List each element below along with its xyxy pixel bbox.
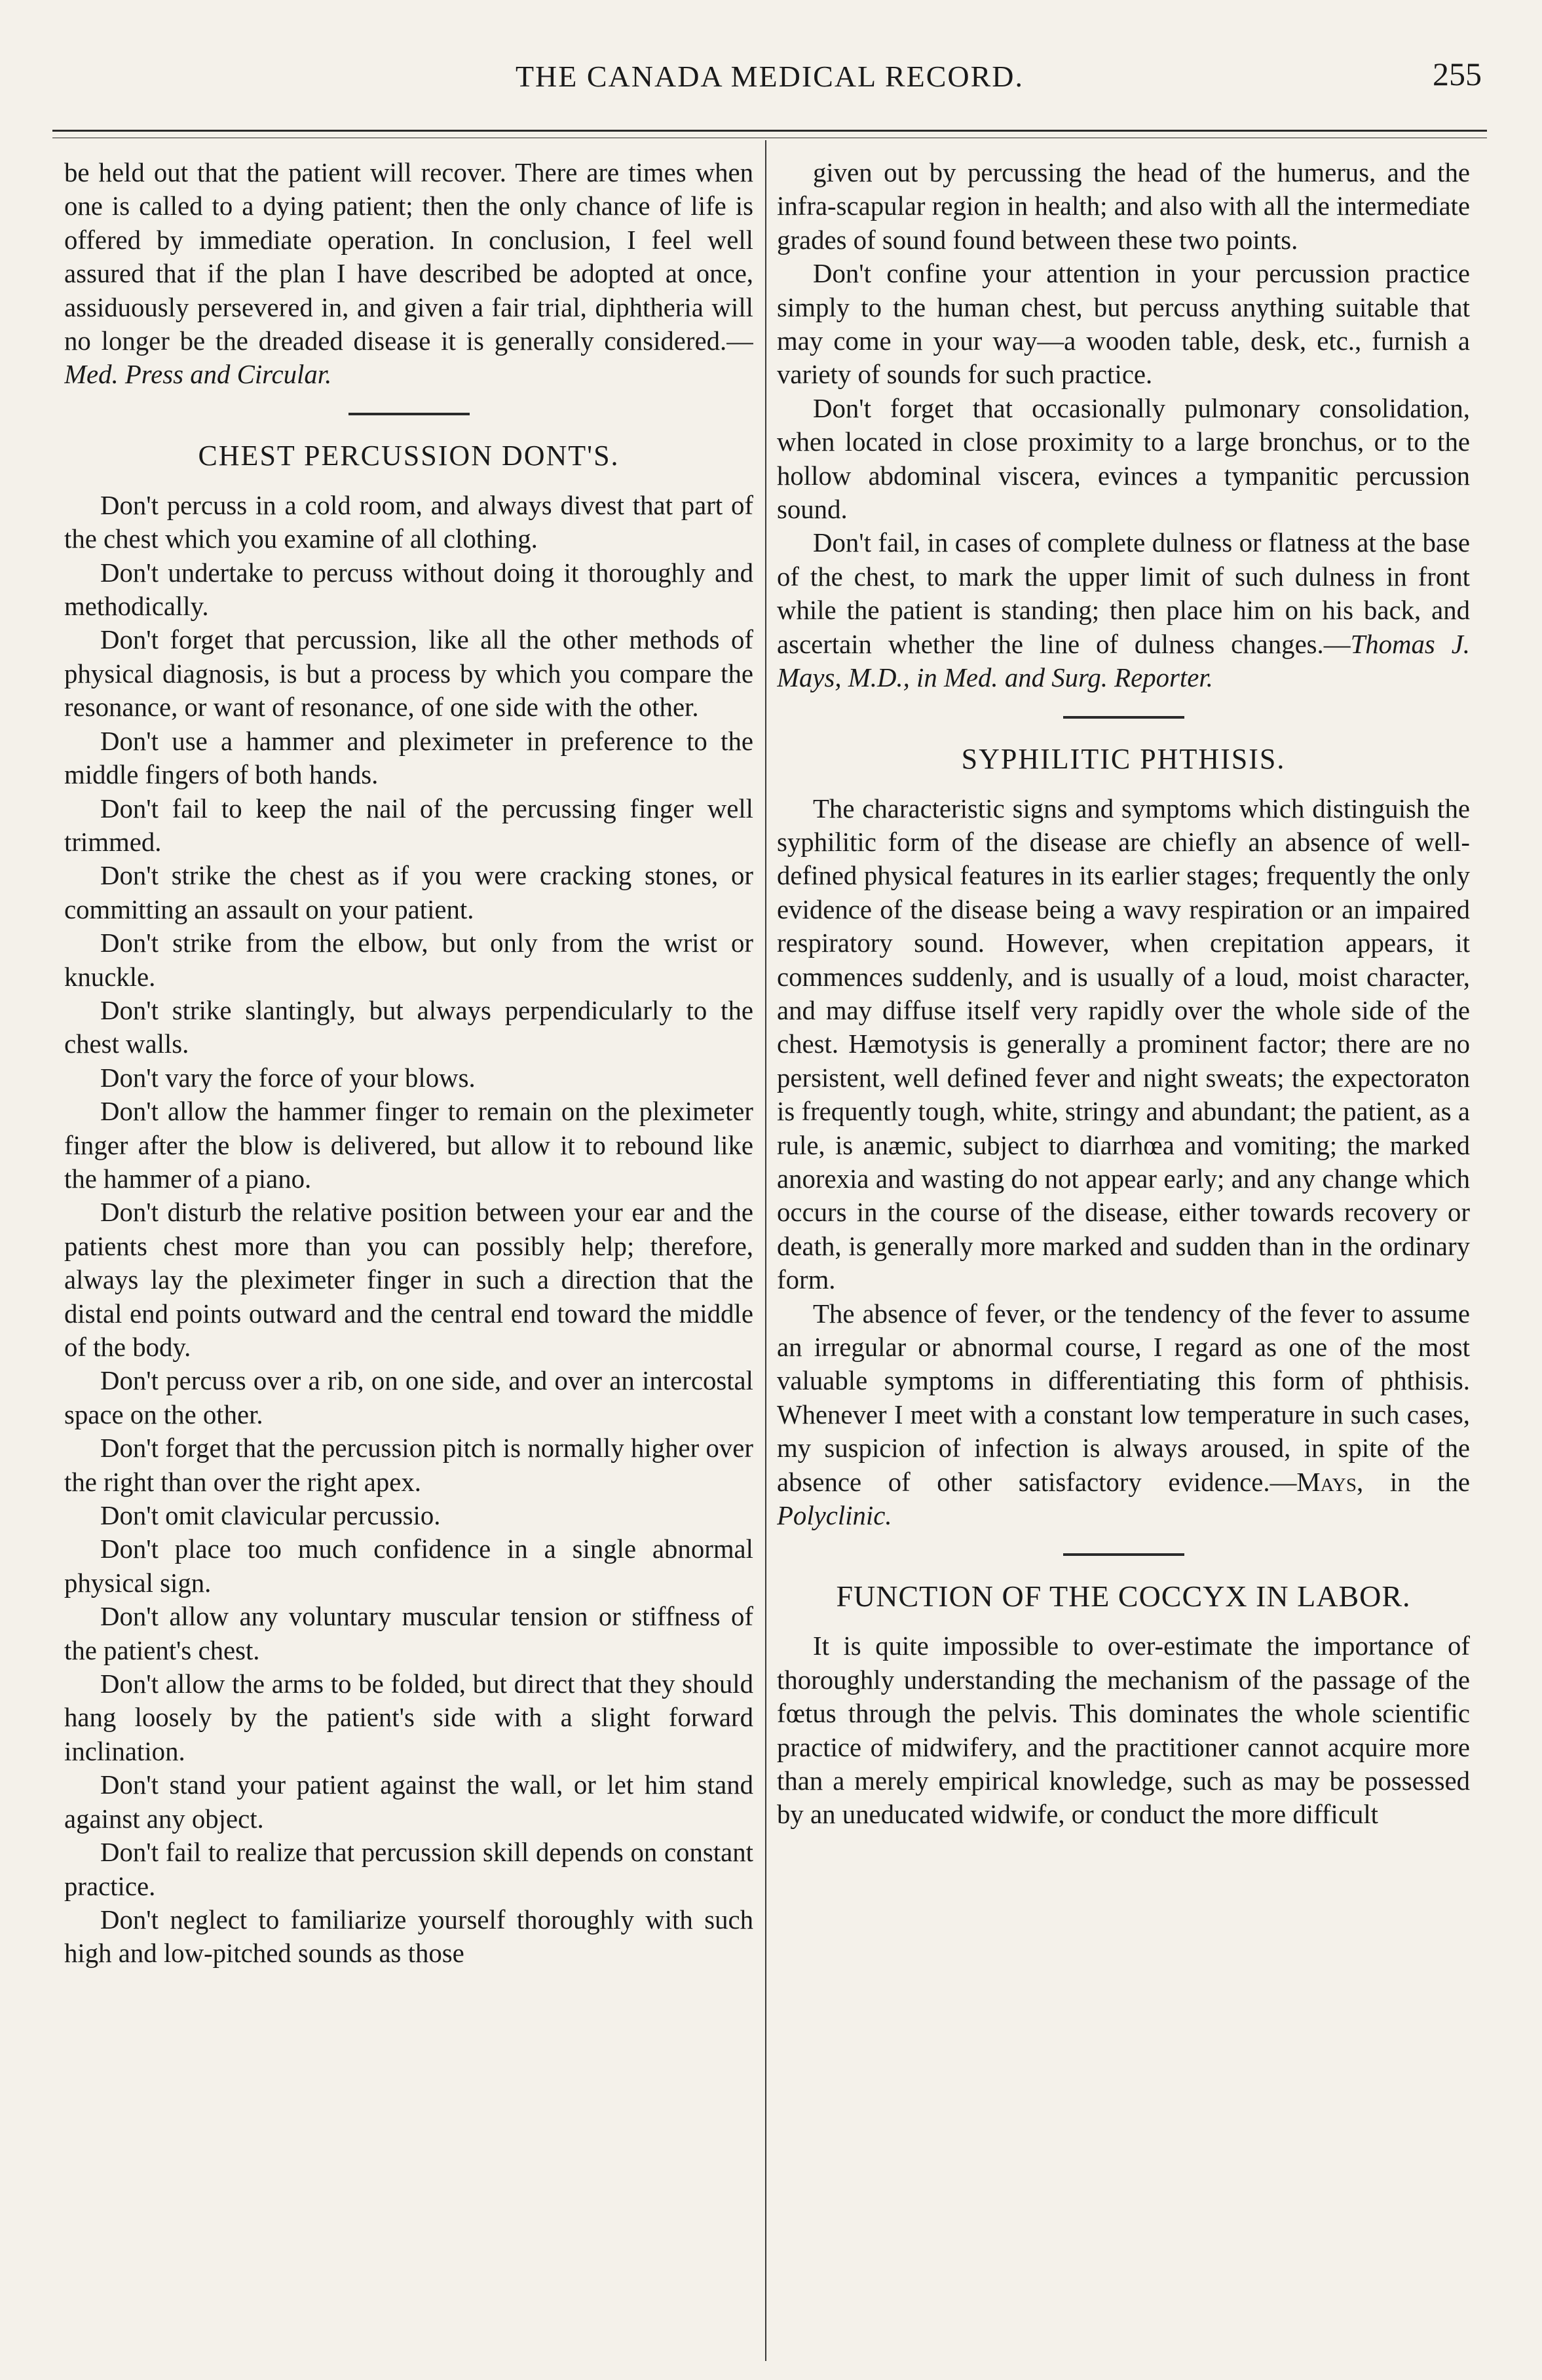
chest-percussion-body [64, 489, 753, 1971]
paragraph: Don't strike the chest as if you were cracking stones, or committing an assault on your patient. [64, 861, 753, 924]
paragraph: Don't fail, in cases of complete dulness or flatness at the base of the chest, to mark the upper limit of such dulness in front while the patient is standing; then place him on his back, and ascertain whether the line of dulness changes.—Thomas J. Mays, M.D., in Med. and Surg. Reporter. [777, 528, 1470, 693]
paragraph: It is quite impossible to over-estimate the importance of thoroughly understanding the mechanism of the passage of the fœtus through the pelvis. This dominates the whole scientific practice of midwifery, and the practitioner cannot acquire more than a merely empirical knowledge, such as may be possessed by an uneducated widwife, or conduct the more difficult [777, 1631, 1470, 1830]
paragraph: Don't forget that occasionally pulmonary consolidation, when located in close proximity to a large bronchus, or to the hollow abdominal viscera, evinces a tympanitic percussion sound. [777, 393, 1470, 525]
section-divider [1063, 716, 1184, 719]
right-column [777, 156, 1470, 2370]
paragraph: given out by percussing the head of the humerus, and the infra-scapular region in health; and also with all the intermediate grades of sound found between these two points. [777, 158, 1470, 255]
paragraph: Don't disturb the relative position between your ear and the patients chest more than you can possibly help; therefore, always lay the pleximeter finger in such a direction that the distal end points outward and the central end toward the middle of the body. [64, 1198, 753, 1362]
paragraph: Don't vary the force of your blows. [100, 1063, 476, 1093]
continued-paragraph: be held out that the patient will recover. There are times when one is called to a dying patient; then the only chance of life is offered by immediate operation. In conclusion, I feel well assured that if the plan I have described be adopted at once, assiduously persevered in, and given a fair trial, diphtheria will no longer be the dreaded disease it is generally considered.—Med. Press and Circular. [64, 158, 753, 390]
header-rule [52, 130, 1487, 132]
paragraph: Don't strike from the elbow, but only from the wrist or knuckle. [64, 928, 753, 992]
left-column [64, 156, 753, 2370]
author-name: Mays [1296, 1467, 1357, 1497]
paragraph: Don't undertake to percuss without doing it thoroughly and methodically. [64, 557, 753, 622]
paragraph: The characteristic signs and symptoms which distinguish the syphilitic form of the disease are chiefly an absence of well-defined physical features in its earlier stages; frequently the only evidence of the disease being a wavy respiration or an impaired respiratory sound. However, when crepitation appears, it commences suddenly, and is usually of a loud, moist character, and may diffuse itself very rapidly over the whole side of the chest. Hæmotysis is generally a prominent factor; there are no persistent, well defined fever and night sweats; the expectoraton is frequently tough, white, stringy and abundant; the patient, as a rule, is anæmic, subject to diarrhœa and vomiting; the marked anorexia and wasting do not appear early; and any change which occurs in the course of the disease, either towards recovery or death, is generally more marked and sudden than in the ordinary form. [777, 793, 1470, 1295]
paragraph: Don't forget that percussion, like all the other methods of physical diagnosis, is but a process by which you compare the resonance, or want of resonance, of one side with the other. [64, 625, 753, 723]
article-heading-coccyx: FUNCTION OF THE COCCYX IN LABOR. [836, 1579, 1411, 1614]
source-citation: Thomas J. Mays, M.D., in Med. and Surg. Reporter. [777, 629, 1470, 693]
paragraph: Don't place too much confidence in a single abnormal physical sign. [64, 1534, 753, 1598]
page-header [52, 54, 1487, 106]
paragraph: Don't allow any voluntary muscular tension or stiffness of the patient's chest. [64, 1602, 753, 1665]
page-number: 255 [1433, 56, 1482, 92]
article-heading-chest-percussion: CHEST PERCUSSION DONT'S. [198, 439, 620, 472]
article-heading-syphilitic-phthisis: SYPHILITIC PHTHISIS. [961, 742, 1286, 775]
paragraph: Don't neglect to familiarize yourself thoroughly with such high and low-pitched sounds as those [64, 1904, 753, 1969]
paragraph: Don't percuss in a cold room, and always divest that part of the chest which you examine of all clothing. [64, 490, 753, 554]
paragraph: Don't omit clavicular percussio. [100, 1501, 441, 1531]
running-title: THE CANADA MEDICAL RECORD. [515, 60, 1025, 93]
column-divider [765, 140, 766, 2361]
paragraph: Don't fail to realize that percussion skill depends on constant practice. [64, 1838, 753, 1901]
percussion-continuation-body [777, 156, 1470, 526]
paragraph: Don't allow the hammer finger to remain on the pleximeter finger after the blow is delivered, but allow it to rebound like the hammer of a piano. [64, 1097, 753, 1194]
paragraph: Don't use a hammer and pleximeter in preference to the middle fingers of both hands. [64, 726, 753, 790]
paragraph: Don't strike slantingly, but always perpendicularly to the chest walls. [64, 995, 753, 1059]
paragraph: Don't fail to keep the nail of the percussing finger well trimmed. [64, 793, 753, 857]
paragraph: Don't stand your patient against the wall, or let him stand against any object. [64, 1770, 753, 1834]
paragraph: The absence of fever, or the tendency of the fever to assume an irregular or abnormal course, I regard as one of the most valuable symptoms in differentiating this form of phthisis. Whenever I meet with a constant low temperature in such cases, my suspicion of infection is always aroused, in spite of the absence of other satisfactory evidence.—Mays, in the Polyclinic. [777, 1298, 1470, 1531]
section-divider [1063, 1553, 1184, 1556]
paragraph: Don't forget that the percussion pitch is normally higher over the right than over the right apex. [64, 1433, 753, 1497]
paragraph: Don't percuss over a rib, on one side, and over an intercostal space on the other. [64, 1366, 753, 1429]
section-divider [348, 413, 470, 415]
source-citation: Polyclinic. [777, 1501, 892, 1531]
source-citation: Med. Press and Circular. [64, 360, 332, 390]
paragraph: Don't allow the arms to be folded, but direct that they should hang loosely by the patient's side with a slight forward inclination. [64, 1669, 753, 1766]
paragraph: Don't confine your attention in your percussion practice simply to the human chest, but percuss anything suitable that may come in your way—a wooden table, desk, etc., furnish a variety of sounds for such practice. [777, 259, 1470, 390]
